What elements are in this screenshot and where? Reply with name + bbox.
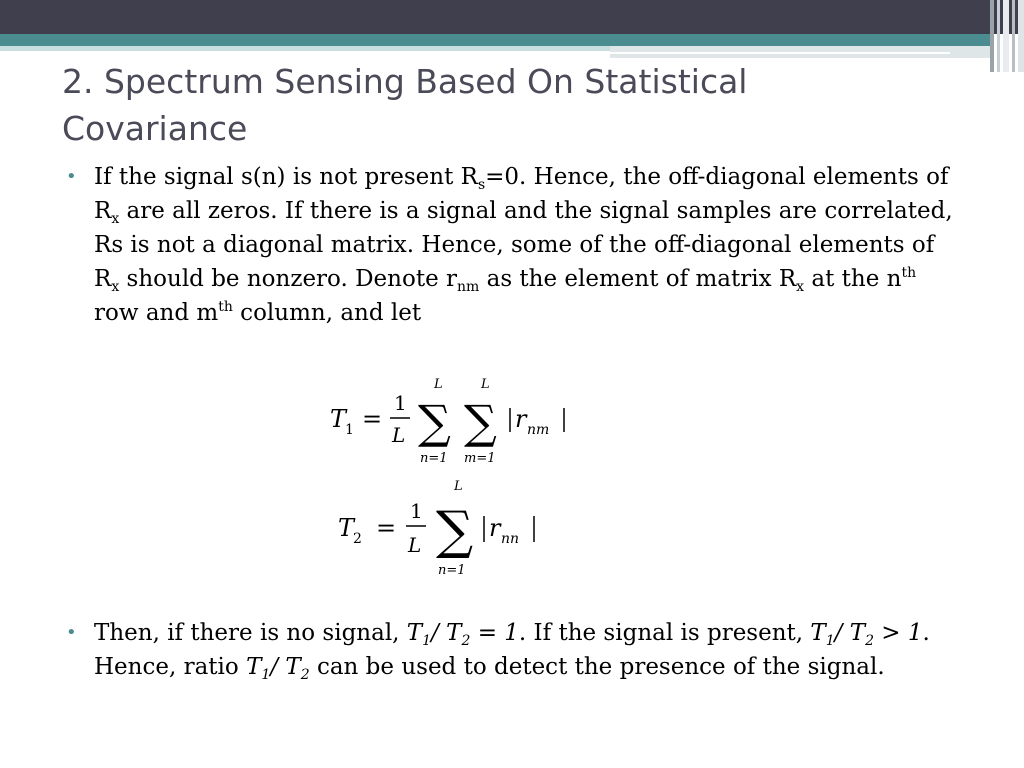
- header-light-band: [0, 46, 610, 51]
- eq-t1-sum2-bot: m=1: [464, 451, 496, 466]
- eq-t2-num: 1: [410, 499, 423, 523]
- eq-t2-lhs-sub: 2: [353, 531, 362, 547]
- eq-t2-term-sub: nn: [501, 531, 520, 547]
- bullet-item-definition: • If the signal s(n) is not present $R_s=0$. Hence, the off-diagonal elements of $R_x$ are all zeros. If there is a signal and the signal samples are correlated, Rs is not a diagonal matrix. Hence, some of the off-diagonal elements of $R_x$ should be nonzero. Denote $r_{nm}$ as the element of matrix $R_x$ at the $n^{th}$ row and $m^{th}$ column, and let: [66, 160, 966, 330]
- header-white-line: [610, 52, 950, 54]
- equation-t2: [338, 476, 558, 581]
- header-dark-bar: [0, 0, 1024, 34]
- eq-t1-sum1-top: L: [434, 377, 443, 392]
- bullet-icon: •: [66, 622, 77, 643]
- equation-t1: [330, 372, 580, 467]
- eq-t2-lhs: T: [338, 514, 355, 542]
- eq-t1-sum2-top: L: [481, 377, 490, 392]
- header-right-stripes: [990, 0, 1024, 72]
- eq-t1-den: L: [392, 423, 406, 447]
- eq-t1-equals: =: [362, 405, 383, 433]
- bullet-icon: •: [66, 166, 77, 187]
- eq-t2-sum-bot: n=1: [438, 563, 466, 578]
- eq-t1-lhs-sub: 1: [345, 422, 354, 438]
- eq-t1-term-sub: nm: [527, 422, 550, 438]
- eq-t1-lhs: T: [330, 405, 347, 433]
- eq-t2-sum-top: L: [454, 479, 463, 494]
- bullet-list-conclusion: [66, 616, 966, 684]
- eq-t2-equals: =: [376, 514, 397, 542]
- eq-t2-term: r: [489, 514, 501, 542]
- eq-t2-den: L: [408, 533, 422, 557]
- eq-t1-sum1-bot: n=1: [420, 451, 448, 466]
- bullet-item-conclusion: • Then, if there is no signal, $T_1/$ $T_2 = 1$. If the signal is present, $T_1/$ $T_2 > 1$. Hence, ratio $T_1/$ $T_2$ can be used to detect the presence of the signal.: [66, 616, 966, 684]
- bullet-list: [66, 160, 966, 330]
- eq-t1-term: r: [515, 405, 527, 433]
- header-teal-band: [0, 34, 990, 46]
- eq-t1-sum2-icon: ∑: [464, 395, 497, 449]
- eq-t2-sum-icon: ∑: [436, 501, 474, 561]
- eq-t1-sum1-icon: ∑: [418, 395, 451, 449]
- slide-title: 2. Spectrum Sensing Based On Statistical Covariance: [62, 62, 748, 148]
- eq-t1-num: 1: [394, 391, 407, 415]
